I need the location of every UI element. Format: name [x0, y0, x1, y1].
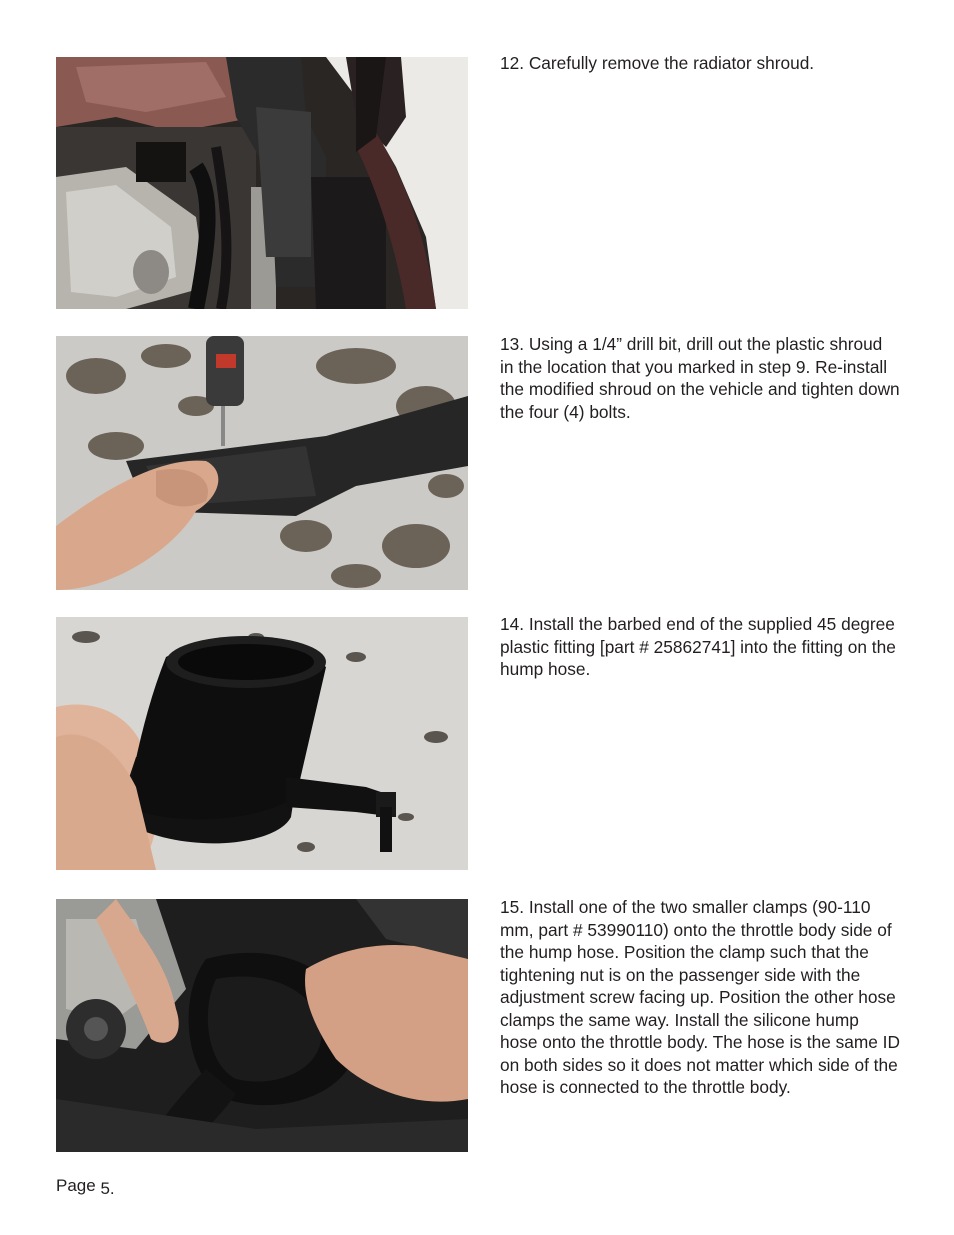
step-15-text: 15. Install one of the two smaller clamps (90-110 mm, part # 53990110) onto the throttle body side of the hump hose. Position the clamp such that the tightening nut is on the passenger side with the adjustment screw facing up. Position the other hose clamps the same way. Install the silicone hump hose onto the throttle body. The hose is the same ID on both sides so it does not matter which side of the hose is connected to the throttle body.: [500, 897, 900, 1097]
photo-drilling-shroud: [56, 336, 468, 590]
photo-install-hump-hose: [56, 899, 468, 1152]
step-12-text: 12. Carefully remove the radiator shroud.: [500, 53, 815, 73]
page-number: 5.: [100, 1179, 115, 1198]
photo-hump-hose-fitting: [56, 617, 468, 870]
page-footer: [56, 1176, 115, 1196]
page-label: Page: [56, 1176, 96, 1195]
photo-engine-bay-shroud: [56, 57, 468, 309]
step-14-text: 14. Install the barbed end of the supplied 45 degree plastic fitting [part # 25862741] into the fitting on the hump hose.: [500, 614, 896, 679]
step-13-text: 13. Using a 1/4” drill bit, drill out the plastic shroud in the location that you marked in step 9. Re-install the modified shroud on the vehicle and tighten down the four (4) bolts.: [500, 334, 900, 422]
